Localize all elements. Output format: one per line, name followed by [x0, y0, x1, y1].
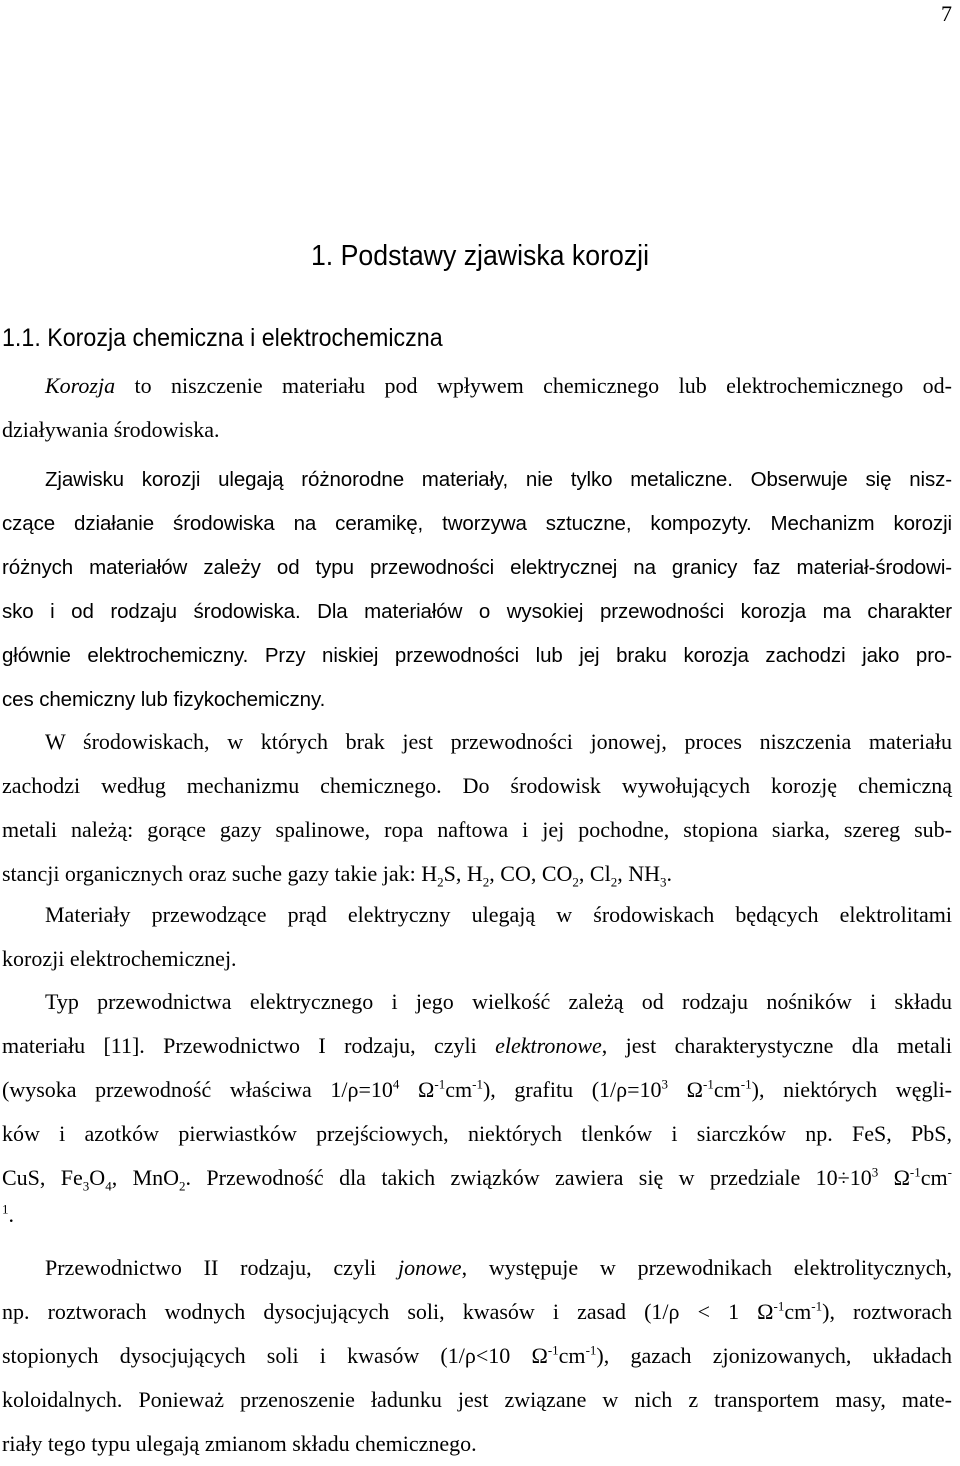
electrochemical-paragraph: Materiały przewodzące prąd elektryczny ulegają w środowiskach będących elektrolitami korozji elektrochemicznej.	[2, 902, 952, 971]
division-symbol: ÷	[837, 1165, 850, 1190]
definition-paragraph: Korozja to niszczenie materiału pod wpływem chemicznego lub elektrochemicznego od- działywania środowiska.	[2, 373, 952, 442]
term-korozja: Korozja	[45, 373, 116, 398]
chemical-corrosion-paragraph: W środowiskach, w których brak jest przewodności jonowej, proces niszczenia materiału zachodzi według mechanizmu chemicznego. Do środowisk wywołujących korozję chemiczną metali należą: gorące gazy spalinowe, ropa naftowa i jej pochodne, stopiona siarka, szereg sub- stancji organicznych oraz suche gazy takie jak: $H_2S$, $H_2$, CO, $CO_2$, $Cl_2$, $NH_3$.	[2, 720, 952, 896]
conductivity-type-1-paragraph: Typ przewodnictwa elektrycznego i jego wielkość zależą od rodzaju nośników i składu materiału [11]. Przewodnictwo I rodzaju, czyli elektronowe, jest charakterystyczne dla metali (wysoka przewodność właściwa $1/\rho=10^4$ $\Omega^{-1}cm^{-1}$), grafitu ($1/\rho=10^3$ $\Omega^{-1}cm^{-1}$), niektórych węgli- ków i azotków pierwiastków przejściowych, niektórych tlenków i siarczków np. FeS, PbS, CuS, $Fe_3O_4$, MnO$_2$. Przewodność dla takich związków zawiera się w przedziale $10\div 10^3$ $\Omega^{-1}cm^-$ $^1$.	[2, 989, 953, 1227]
term-elektronowe: elektronowe	[495, 1033, 602, 1058]
term-jonowe: jonowe	[398, 1255, 462, 1280]
section-title: 1.1. Korozja chemiczna i elektrochemiczna	[2, 324, 443, 352]
conductivity-type-2-paragraph: Przewodnictwo II rodzaju, czyli jonowe, występuje w przewodnikach elektrolitycznych, np. roztworach wodnych dysocjujących soli, kwasów i zasad (1/ρ < 1 $\Omega^{-1}cm^{-1}$), roztworach stopionych dysocjujących soli i kwasów (1/ρ<10 $\Omega^{-1}cm^{-1}$), gazach zjonizowanych, układach koloidalnych. Ponieważ przenoszenie ładunku jest związane w nich z transportem masy, mate- riały tego typu ulegają zmianom składu chemicznego.	[2, 1255, 953, 1456]
gas-formula-line: stancji organicznych oraz suche gazy takie jak: $H_2S$, $H_2$, CO, $CO_2$, $Cl_2$, $NH_3$.	[2, 861, 672, 890]
materials-paragraph: Zjawisku korozji ulegają różnorodne materiały, nie tylko metaliczne. Obserwuje się nisz- czące działanie środowiska na ceramikę, tworzywa sztuczne, kompozyty. Mechanizm korozji różnych materiałów zależy od typu przewodności elektrycznej na granicy faz materiał-środowi- sko i od rodzaju środowiska. Dla materiałów o wysokiej przewodności korozja ma charakter głównie elektrochemiczny. Przy niskiej przewodności lub jej braku korozja zachodzi jako pro- ces chemiczny lub fizykochemiczny.	[2, 468, 952, 711]
chapter-title: 1. Podstawy zjawiska korozji	[310, 240, 650, 272]
page-number: 7	[941, 1, 952, 26]
